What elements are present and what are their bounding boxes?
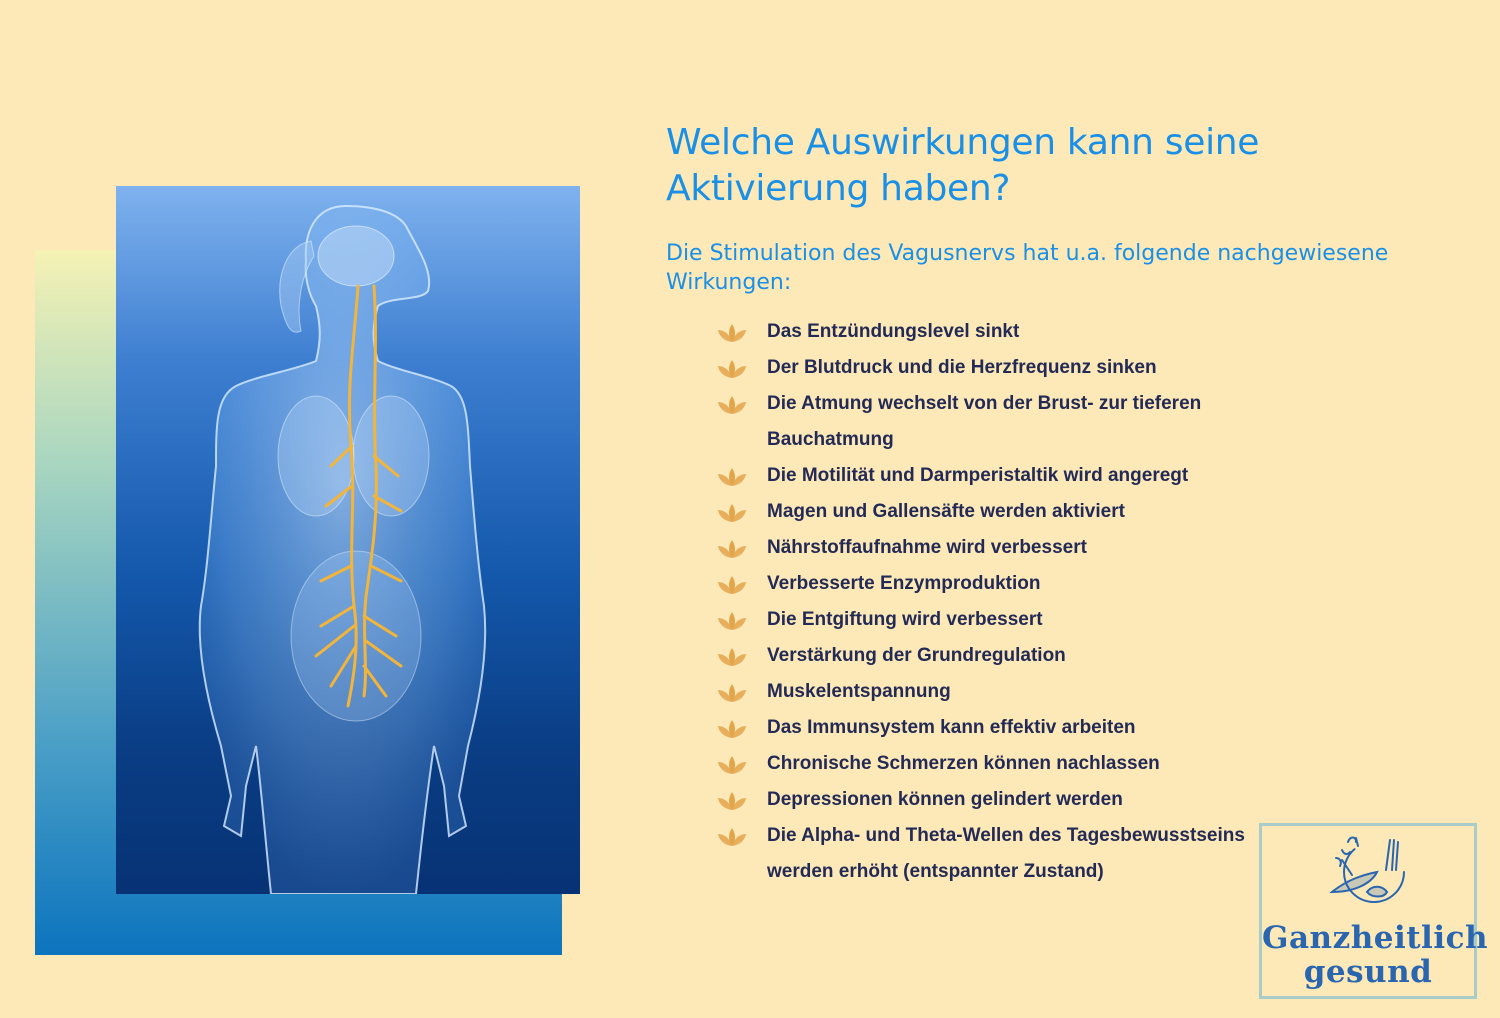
lotus-icon — [716, 646, 748, 668]
list-item — [716, 818, 1256, 890]
page-title: Welche Auswirkungen kann seine Aktivierung haben? — [666, 122, 1260, 209]
list-item — [716, 638, 1256, 674]
vegetables-icon — [1312, 830, 1422, 910]
intro-text: Die Stimulation des Vagusnervs hat u.a. folgende nachgewiesene Wirkungen: — [666, 241, 1389, 295]
list-item — [716, 746, 1256, 782]
effect-text: Der Blutdruck und die Herzfrequenz sinken — [767, 357, 1157, 378]
effect-text: Verstärkung der Grundregulation — [767, 645, 1066, 666]
lotus-icon — [716, 610, 748, 632]
list-item — [716, 710, 1256, 746]
effect-text: Magen und Gallensäfte werden aktiviert — [767, 501, 1125, 522]
effect-text: Muskelentspannung — [767, 681, 951, 702]
anatomy-illustration — [116, 186, 580, 894]
lotus-icon — [716, 502, 748, 524]
lotus-icon — [716, 754, 748, 776]
effect-text: Depressionen können gelindert werden — [767, 789, 1123, 810]
lotus-icon — [716, 718, 748, 740]
human-body-vagus-nerve-icon — [116, 186, 580, 894]
effect-text: Die Alpha- und Theta-Wellen des Tagesbewusstseins werden erhöht (entspannter Zustand) — [767, 825, 1245, 882]
lotus-icon — [716, 826, 748, 848]
effect-text: Nährstoffaufnahme wird verbessert — [767, 537, 1087, 558]
list-item — [716, 314, 1256, 350]
lotus-icon — [716, 790, 748, 812]
list-item — [716, 386, 1256, 458]
effect-text: Verbesserte Enzymproduktion — [767, 573, 1041, 594]
effects-list — [716, 314, 1256, 890]
effect-text: Chronische Schmerzen können nachlassen — [767, 753, 1160, 774]
lotus-icon — [716, 322, 748, 344]
lotus-icon — [716, 466, 748, 488]
logo-wordmark — [1262, 920, 1489, 990]
list-item — [716, 350, 1256, 386]
list-item — [716, 602, 1256, 638]
lotus-icon — [716, 574, 748, 596]
effect-text: Die Motilität und Darmperistaltik wird angeregt — [767, 465, 1189, 486]
effect-text: Das Entzündungslevel sinkt — [767, 321, 1020, 342]
effect-text: Das Immunsystem kann effektiv arbeiten — [767, 717, 1136, 738]
list-item — [716, 674, 1256, 710]
list-item — [716, 458, 1256, 494]
list-item — [716, 530, 1256, 566]
list-item — [716, 494, 1256, 530]
effect-text: Die Entgiftung wird verbessert — [767, 609, 1043, 630]
lotus-icon — [716, 538, 748, 560]
list-item — [716, 782, 1256, 818]
effect-text: Die Atmung wechselt von der Brust- zur tieferen Bauchatmung — [767, 393, 1202, 450]
lotus-icon — [716, 682, 748, 704]
lotus-icon — [716, 394, 748, 416]
brand-logo — [1259, 823, 1489, 999]
logo-line-1: Ganzheitlich — [1262, 920, 1489, 956]
logo-line-2: gesund — [1303, 954, 1433, 990]
lotus-icon — [716, 358, 748, 380]
list-item — [716, 566, 1256, 602]
